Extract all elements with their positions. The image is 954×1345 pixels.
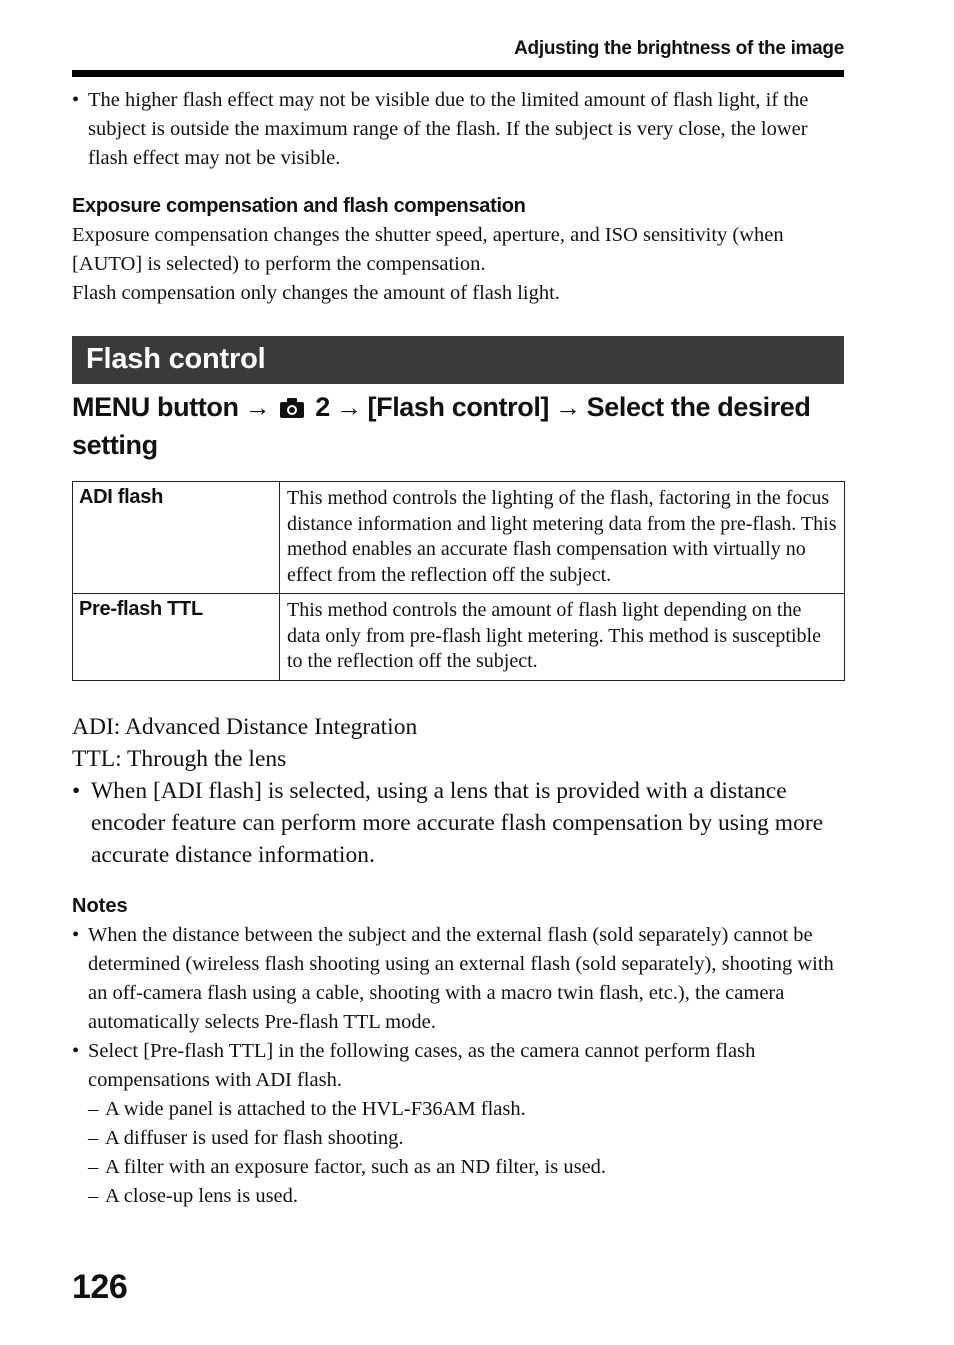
table-row [73, 594, 845, 681]
menu-path-part2: 2 [315, 392, 330, 422]
table-row [73, 482, 845, 594]
exposure-line-2: Flash compensation only changes the amount of flash light. [72, 282, 560, 304]
setting-description: This method controls the lighting of the flash, factoring in the focus distance information and light metering data from the pre-flash. This method enables an accurate flash compensation with virtually no effect from the reflection off the subject. [280, 482, 845, 594]
abbrev-bullet-list [72, 775, 852, 871]
setting-description: This method controls the amount of flash light depending on the data only from pre-flash light metering. This method is susceptible to the reflection off the subject. [280, 594, 845, 681]
intro-bullet: • The higher flash effect may not be visible due to the limited amount of flash light, if the subject is outside the maximum range of the flash. If the subject is very close, the lower flash effect may not be visible. [72, 86, 844, 173]
notes-list [72, 921, 844, 1211]
menu-path-part4: Select the desired setting [72, 392, 811, 460]
arrow-icon: → [335, 392, 362, 422]
notes-bullets [72, 921, 844, 1095]
section-banner [72, 336, 844, 384]
note-sub-item: – A wide panel is attached to the HVL-F36AM flash. [72, 1095, 844, 1124]
note-sub-item: – A filter with an exposure factor, such as an ND filter, is used. [72, 1153, 844, 1182]
arrow-icon: → [244, 392, 271, 422]
note-bullet-2: • Select [Pre-flash TTL] in the following cases, as the camera cannot perform flash compensations with ADI flash. [72, 1037, 844, 1095]
settings-table [72, 481, 845, 681]
setting-name: ADI flash [73, 482, 280, 594]
menu-path [72, 390, 844, 463]
notes-heading: Notes [72, 895, 128, 917]
menu-path-part3: [Flash control] [367, 392, 550, 422]
abbrev-ttl: TTL: Through the lens [72, 746, 287, 772]
abbrev-bullet: • When [ADI flash] is selected, using a lens that is provided with a distance encoder feature can perform more accurate flash compensation by using more accurate distance information. [72, 775, 852, 871]
arrow-icon: → [555, 392, 581, 422]
running-header: Adjusting the brightness of the image [514, 38, 844, 59]
exposure-body [72, 221, 844, 308]
abbreviations [72, 711, 852, 871]
page-number: 126 [72, 1268, 128, 1306]
note-sub-item: – A close-up lens is used. [72, 1182, 844, 1211]
section-title: Flash control [86, 343, 266, 375]
exposure-heading: Exposure compensation and flash compensation [72, 195, 526, 217]
abbrev-adi: ADI: Advanced Distance Integration [72, 714, 418, 740]
camera-icon [279, 393, 305, 428]
setting-name: Pre-flash TTL [73, 594, 280, 681]
header-rule [72, 70, 844, 77]
exposure-line-1: Exposure compensation changes the shutter speed, aperture, and ISO sensitivity (when [AUTO] is selected) to perform the compensation. [72, 224, 784, 275]
note-bullet-1: • When the distance between the subject and the external flash (sold separately) cannot be determined (wireless flash shooting using an external flash (sold separately), shooting with an off-camera flash using a cable, shooting with a macro twin flash, etc.), the camera automatically selects Pre-flash TTL mode. [72, 921, 844, 1037]
menu-path-part1: MENU button [72, 392, 239, 422]
intro-bullet-list [72, 86, 844, 173]
note-sub-item: – A diffuser is used for flash shooting. [72, 1124, 844, 1153]
